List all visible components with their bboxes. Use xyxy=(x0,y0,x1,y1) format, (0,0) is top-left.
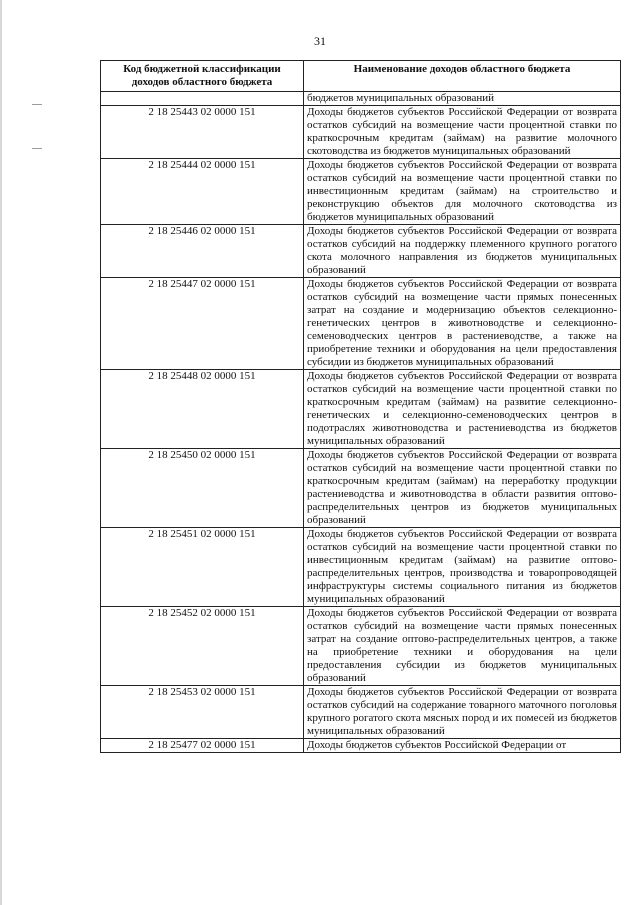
scan-edge xyxy=(0,0,2,905)
table-row xyxy=(101,370,621,449)
classification-code: 2 18 25446 02 0000 151 xyxy=(101,225,304,278)
revenue-name: Доходы бюджетов субъектов Российской Федерации от возврата остатков субсидий на возмещение части прямых понесенных затрат на создание оптово-распределительных центров, а также на приобретение техники и оборудования на цели предоставления субсидии из бюджетов муниципальных образований xyxy=(304,607,621,686)
table-row xyxy=(101,607,621,686)
scan-mark xyxy=(32,148,42,149)
continuation-code-cell xyxy=(101,92,304,106)
revenue-name: Доходы бюджетов субъектов Российской Федерации от возврата остатков субсидий на возмещение части прямых понесенных затрат на создание и модернизацию объектов селекционно-генетических центров в животноводстве и селекционно-семеноводческих центров в растениеводстве, а также на приобретение техники и оборудования на цели предоставления субсидии из бюджетов муниципальных образований xyxy=(304,278,621,370)
classification-code: 2 18 25447 02 0000 151 xyxy=(101,278,304,370)
page-number: 31 xyxy=(314,34,326,48)
classification-code: 2 18 25477 02 0000 151 xyxy=(101,739,304,753)
table-row xyxy=(101,278,621,370)
classification-code: 2 18 25451 02 0000 151 xyxy=(101,528,304,607)
name-column-header: Наименование доходов областного бюджета xyxy=(304,61,621,92)
table-row xyxy=(101,225,621,278)
table-row xyxy=(101,159,621,225)
scan-mark xyxy=(32,104,42,105)
continuation-name-cell: бюджетов муниципальных образований xyxy=(304,92,621,106)
code-column-header: Код бюджетной классификации доходов областного бюджета xyxy=(101,61,304,92)
table-header-row xyxy=(101,61,621,92)
revenue-name: Доходы бюджетов субъектов Российской Федерации от возврата остатков субсидий на возмещение части процентной ставки по краткосрочным кредитам (займам) на переработку продукции растениеводства и животноводства в области развития оптово-распределительных центров из бюджетов муниципальных образований xyxy=(304,449,621,528)
budget-classification-table xyxy=(100,60,621,753)
classification-code: 2 18 25443 02 0000 151 xyxy=(101,106,304,159)
classification-code: 2 18 25444 02 0000 151 xyxy=(101,159,304,225)
continuation-row xyxy=(101,92,621,106)
classification-code: 2 18 25453 02 0000 151 xyxy=(101,686,304,739)
revenue-name: Доходы бюджетов субъектов Российской Федерации от возврата остатков субсидий на содержание товарного маточного поголовья крупного рогатого скота мясных пород и их помесей из бюджетов муниципальных образований xyxy=(304,686,621,739)
revenue-name: Доходы бюджетов субъектов Российской Федерации от возврата остатков субсидий на поддержку племенного крупного рогатого скота молочного направления из бюджетов муниципальных образований xyxy=(304,225,621,278)
classification-code: 2 18 25448 02 0000 151 xyxy=(101,370,304,449)
table-row xyxy=(101,686,621,739)
table-row xyxy=(101,106,621,159)
revenue-name: Доходы бюджетов субъектов Российской Федерации от возврата остатков субсидий на возмещение части процентной ставки по инвестиционным кредитам (займам) на строительство и реконструкцию объектов для молочного скотоводства из бюджетов муниципальных образований xyxy=(304,159,621,225)
revenue-name: Доходы бюджетов субъектов Российской Федерации от возврата остатков субсидий на возмещение части процентной ставки по краткосрочным кредитам (займам) на развитие молочного скотоводства из бюджетов муниципальных образований xyxy=(304,106,621,159)
revenue-name: Доходы бюджетов субъектов Российской Федерации от xyxy=(304,739,621,753)
classification-code: 2 18 25452 02 0000 151 xyxy=(101,607,304,686)
table-row xyxy=(101,739,621,753)
table-row xyxy=(101,528,621,607)
classification-code: 2 18 25450 02 0000 151 xyxy=(101,449,304,528)
revenue-name: Доходы бюджетов субъектов Российской Федерации от возврата остатков субсидий на возмещение части процентной ставки по инвестиционным кредитам (займам) на развитие оптово-распределительных центров, производства и товаропроводящей инфраструктуры системы социального питания из бюджетов муниципальных образований xyxy=(304,528,621,607)
revenue-name: Доходы бюджетов субъектов Российской Федерации от возврата остатков субсидий на возмещение части процентной ставки по краткосрочным кредитам (займам) на развитие селекционно-генетических и селекционно-семеноводческих центров в подотраслях животноводства и растениеводства из бюджетов муниципальных образований xyxy=(304,370,621,449)
table-row xyxy=(101,449,621,528)
